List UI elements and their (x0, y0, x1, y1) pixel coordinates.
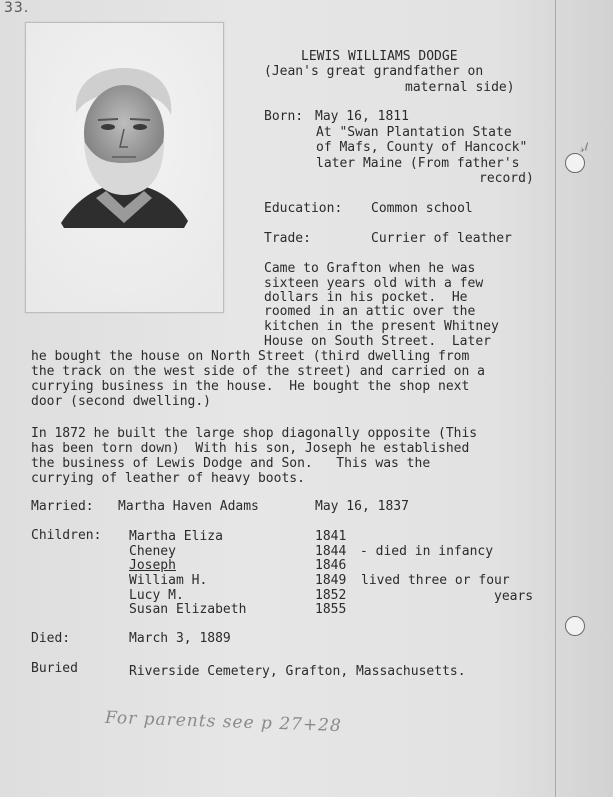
child-year: 1855 (315, 602, 347, 617)
bio-line: sixteen years old with a few (264, 276, 484, 291)
bio2-line: has been torn down) With his son, Joseph he established (31, 441, 470, 456)
child-year: 1841 (315, 529, 347, 544)
subject-name: LEWIS WILLIAMS DODGE (301, 49, 458, 64)
handwritten-note: For parents see p 27+28 (104, 707, 343, 737)
bio2-line: In 1872 he built the large shop diagonally opposite (This (31, 426, 478, 441)
bio-line: Came to Grafton when he was (264, 261, 476, 276)
education-label: Education: (264, 201, 343, 216)
spouse-name: Martha Haven Adams (118, 499, 259, 514)
child-note: - died in infancy (360, 544, 494, 559)
born-place-line-3: later Maine (From father's (316, 156, 520, 171)
child-year: 1849 (315, 573, 347, 588)
child-year: 1846 (315, 558, 347, 573)
bio-line: kitchen in the present Whitney (264, 319, 499, 334)
child-year: 1852 (315, 588, 347, 603)
margin-mark: 𝓈𝓁 (578, 140, 590, 155)
marriage-date: May 16, 1837 (315, 499, 409, 514)
bio-line: dollars in his pocket. He (264, 290, 468, 305)
buried-label: Buried (31, 661, 78, 676)
binder-hole-bottom (565, 616, 585, 636)
bio-line: door (second dwelling.) (31, 394, 212, 409)
relation-line-2: maternal side) (405, 80, 515, 95)
child-name: Lucy M. (129, 588, 184, 603)
child-name: William H. (129, 573, 208, 588)
born-place-line-4: record) (479, 171, 534, 186)
bio-line: he bought the house on North Street (third dwelling from (31, 349, 470, 364)
born-date: May 16, 1811 (315, 109, 409, 124)
relation-line-1: (Jean's great grandfather on (264, 64, 484, 79)
child-note: years (494, 589, 534, 604)
education-value: Common school (371, 201, 473, 216)
married-label: Married: (31, 499, 94, 514)
born-place-line-2: of Mafs, County of Hancock" (316, 140, 528, 155)
bio-line: currying business in the house. He bought the shop next (31, 379, 470, 394)
born-label: Born: (264, 109, 304, 124)
binder-hole-top (565, 153, 585, 173)
trade-value: Currier of leather (371, 231, 512, 246)
page-edge-line (555, 0, 556, 797)
died-label: Died: (31, 631, 71, 646)
child-name: Susan Elizabeth (129, 602, 247, 617)
bio-line: the track on the west side of the street) and carried on a (31, 364, 485, 379)
born-place-line-1: At "Swan Plantation State (316, 125, 512, 140)
children-label: Children: (31, 528, 102, 543)
buried-value: Riverside Cemetery, Grafton, Massachusetts. (129, 664, 466, 679)
child-name: Martha Eliza (129, 529, 223, 544)
child-note: lived three or four (361, 573, 510, 588)
child-name: Cheney (129, 544, 176, 559)
trade-label: Trade: (264, 231, 311, 246)
page-number: 33. (4, 0, 30, 16)
child-name: Joseph (129, 558, 176, 573)
portrait-image (26, 23, 223, 312)
died-value: March 3, 1889 (129, 631, 231, 646)
portrait-photo (25, 22, 224, 313)
bio-line: roomed in an attic over the (264, 304, 476, 319)
bio2-line: the business of Lewis Dodge and Son. This was the (31, 456, 431, 471)
bio2-line: currying of leather of heavy boots. (31, 471, 305, 486)
child-year: 1844 (315, 544, 347, 559)
bio-line: House on South Street. Later (264, 334, 491, 349)
